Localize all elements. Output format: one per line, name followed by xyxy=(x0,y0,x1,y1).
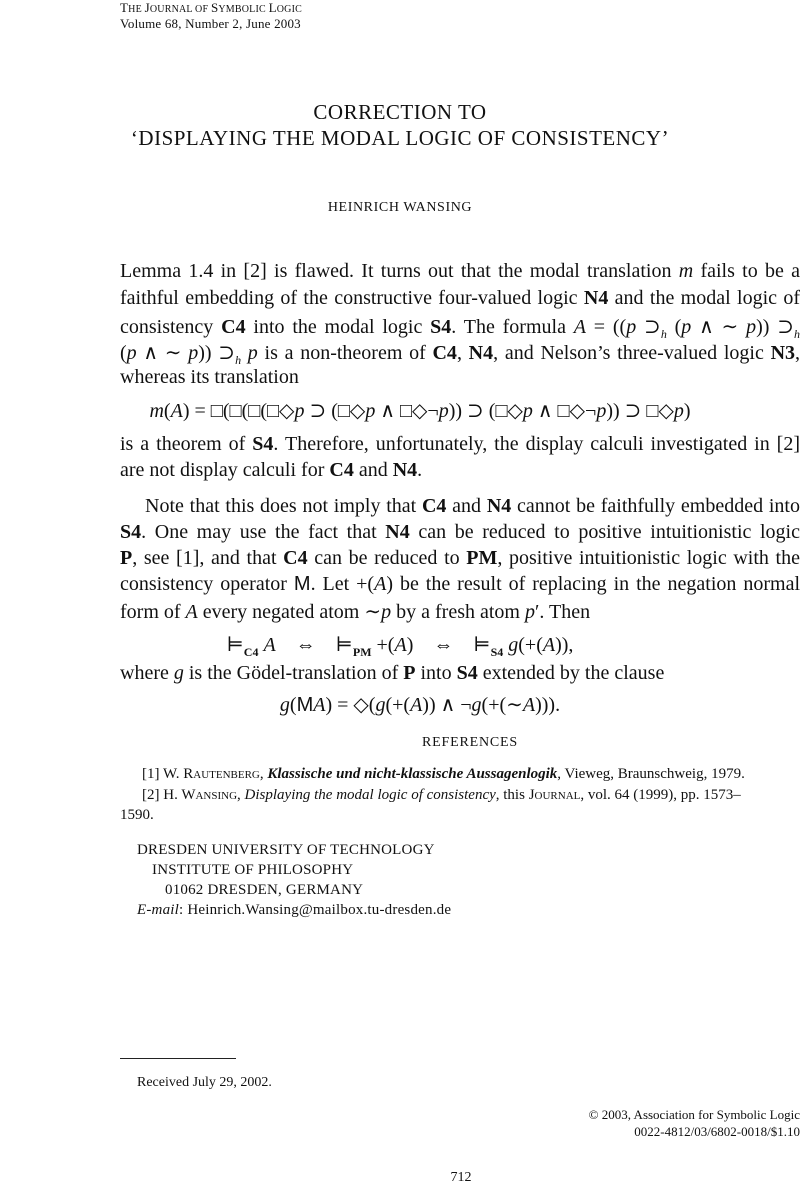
journal-title: THE JOURNAL OF SYMBOLIC LOGIC xyxy=(120,0,302,15)
body-p1-line4: (p ∧ ∼ p)) $⊃_h$ p is a non-theorem of C4, N4, and Nelson’s three-valued logic N3, xyxy=(120,342,800,367)
references-heading: REFERENCES xyxy=(422,735,518,750)
reference-2: [2] H. WANSING, Displaying the modal logic of consistency, this JOURNAL, vol. 64 (1999), pp. 1573– xyxy=(142,787,741,803)
body-p1-line5: whereas its translation xyxy=(120,366,299,388)
equation-translation: m(A) = □(□(□(□◇p ⊃ (□◇p ∧ □◇¬p)) ⊃ (□◇p ∧ □◇¬p)) ⊃ □◇p) xyxy=(149,400,691,422)
page-number: 712 xyxy=(450,1170,472,1185)
paper-title-line1: CORRECTION TO xyxy=(313,100,487,124)
footnote-rule xyxy=(120,1058,236,1059)
address-email: E-mail: Heinrich.Wansing@mailbox.tu-dresden.de xyxy=(137,902,452,918)
body-p3-line1: Note that this does not imply that C4 and N4 cannot be faithfully embedded into xyxy=(145,495,800,517)
paper-author: HEINRICH WANSING xyxy=(327,200,473,215)
copyright-line1: © 2003, Association for Symbolic Logic xyxy=(588,1107,800,1122)
equation-equivalence: $⊨_{C4}$ A ⇔ $⊨_{PM} +(A)$ ⇔ $⊨_{S4}$ g(+(A)), xyxy=(226,634,574,659)
body-p3-line3: P, see [1], and that C4 can be reduced to PM, positive intuitionistic logic with the xyxy=(120,547,800,569)
body-p2-line1: is a theorem of S4. Therefore, unfortunately, the display calculi investigated in [2] xyxy=(120,433,800,455)
body-p3-line5: form of A every negated atom ∼p by a fresh atom p′. Then xyxy=(120,601,591,623)
journal-volume: Volume 68, Number 2, June 2003 xyxy=(120,16,301,31)
body-p1-line3: consistency C4 into the modal logic S4. The formula A = ((p $⊃_h$ (p ∧ ∼ p)) $⊃_h$ xyxy=(120,316,800,341)
address-line3: 01062 DRESDEN, GERMANY xyxy=(165,882,364,898)
reference-1: [1] W. RAUTENBERG, Klassische und nicht-klassische Aussagenlogik, Vieweg, Braunschweig, 1979. xyxy=(142,766,745,782)
body-p4: where g is the Gödel-translation of P into S4 extended by the clause xyxy=(120,662,665,684)
body-p3-line2: S4. One may use the fact that N4 can be reduced to positive intuitionistic logic xyxy=(120,521,800,543)
body-p1-line2: faithful embedding of the constructive four-valued logic N4 and the modal logic of xyxy=(120,287,800,309)
equation-clause: g(MA) = ◇(g(+(A)) ∧ ¬g(+(∼A))). xyxy=(279,694,561,716)
received-date: Received July 29, 2002. xyxy=(137,1075,272,1090)
paper-title-line2: ‘DISPLAYING THE MODAL LOGIC OF CONSISTENCY’ xyxy=(130,126,670,150)
copyright-line2: 0022-4812/03/6802-0018/$1.10 xyxy=(634,1124,800,1139)
body-p3-line4: consistency operator M. Let +(A) be the result of replacing in the negation normal xyxy=(120,573,800,595)
body-p2-line2: are not display calculi for C4 and N4. xyxy=(120,459,423,481)
reference-2-cont: 1590. xyxy=(120,807,154,823)
address-line1: DRESDEN UNIVERSITY OF TECHNOLOGY xyxy=(137,842,435,858)
body-p1-line1: Lemma 1.4 in [2] is flawed. It turns out that the modal translation m fails to be a xyxy=(120,260,800,282)
address-line2: INSTITUTE OF PHILOSOPHY xyxy=(152,862,354,878)
